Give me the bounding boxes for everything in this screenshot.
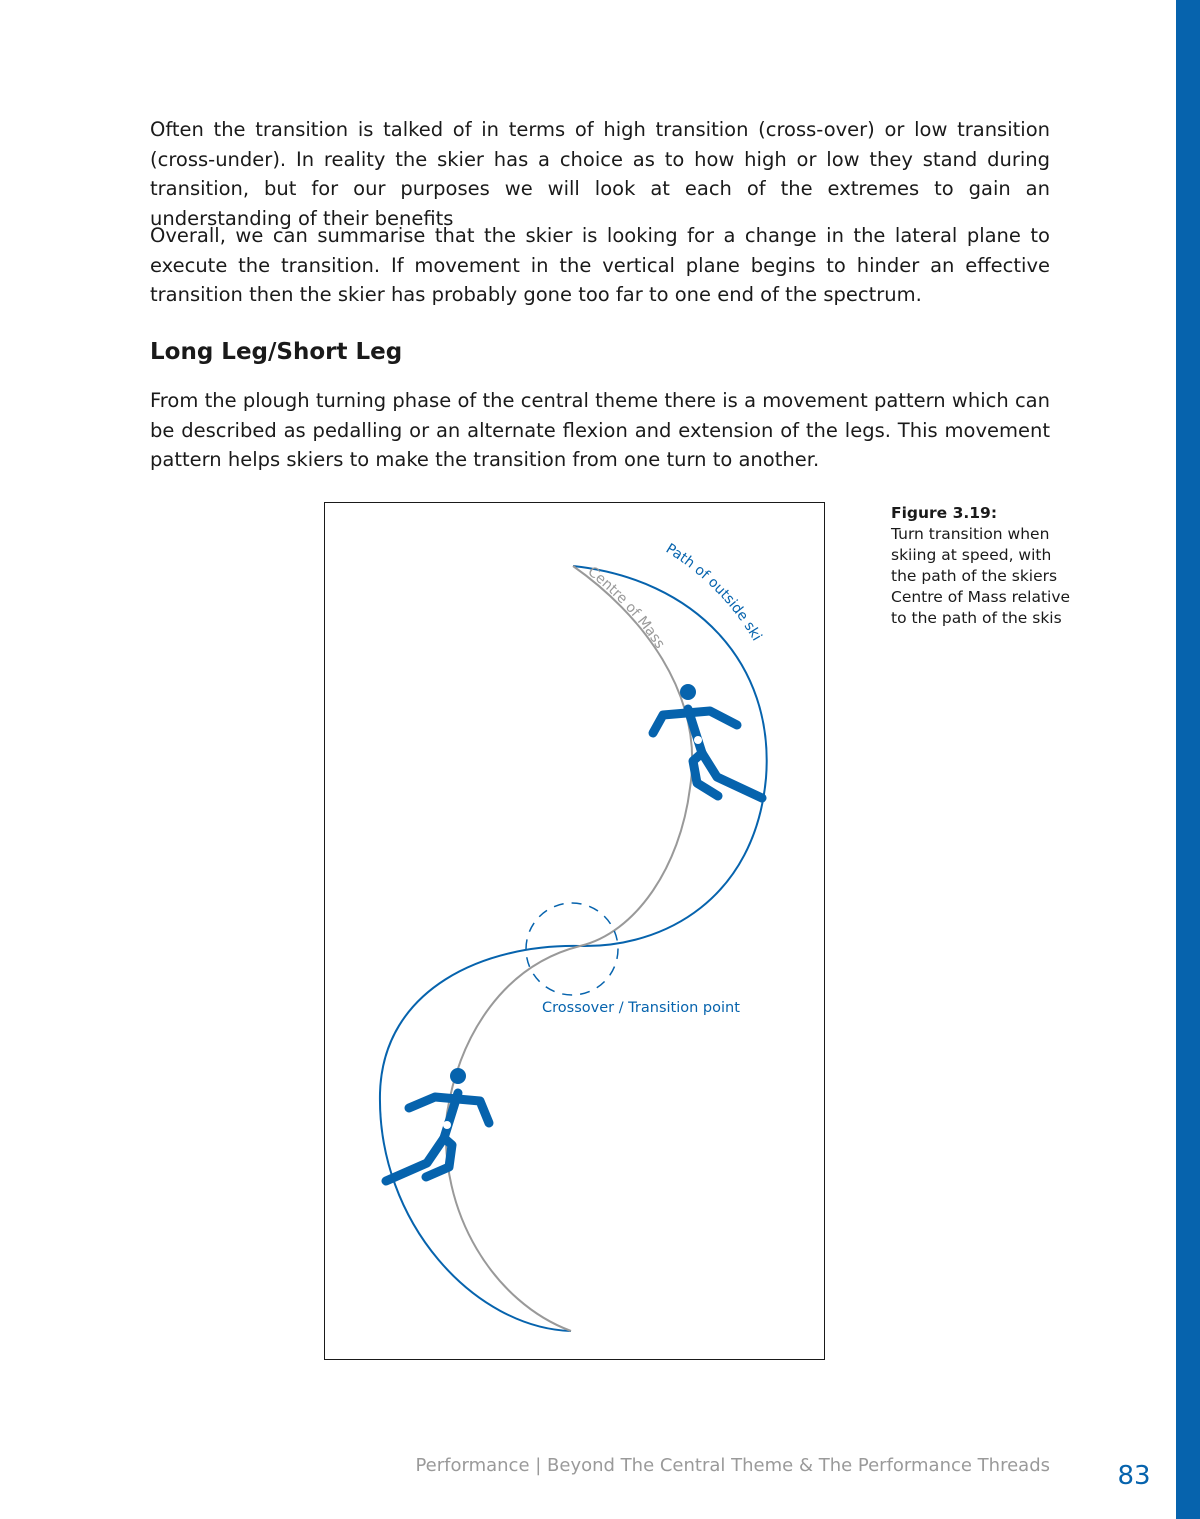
caption-title: Figure 3.19:	[891, 504, 998, 522]
skier-figure-upper	[653, 684, 762, 798]
footer-running-title: Performance | Beyond The Central Theme & The Performance Threads	[415, 1455, 1050, 1476]
figure-turn-transition	[324, 502, 825, 1360]
figure-caption	[891, 503, 1071, 629]
skier-figure-lower	[386, 1068, 489, 1181]
caption-text: Turn transition when skiing at speed, with the path of the skiers Centre of Mass relative to the path of the skis	[891, 525, 1071, 627]
skier-head	[680, 684, 696, 700]
paragraph-transition-intro: Often the transition is talked of in terms of high transition (cross-over) or low transition (cross-under). In reality the skier has a choice as to how high or low they stand during transition, but for our purposes we will look at each of the extremes to gain an understanding of their benefits	[150, 118, 1050, 230]
figure-diagram	[325, 503, 826, 1361]
paragraph-pedalling: From the plough turning phase of the central theme there is a movement pattern which can be described as pedalling or an alternate flexion and extension of the legs. This movement pattern helps skiers to make the transition from one turn to another.	[150, 389, 1050, 471]
centre-of-mass-path	[446, 563, 692, 1331]
side-accent-bar	[1176, 0, 1200, 1519]
crossover-label: Crossover / Transition point	[542, 1000, 740, 1016]
skier-head	[450, 1068, 466, 1084]
skier-centre-of-mass-marker	[694, 736, 702, 744]
outside-ski-label: Path of outside ski	[662, 540, 765, 644]
paragraph-lateral-plane: Overall, we can summarise that the skier is looking for a change in the lateral plane to execute the transition. If movement in the vertical plane begins to hinder an effective transition then the skier has probably gone too far to one end of the spectrum.	[150, 224, 1050, 306]
page-number: 83	[1117, 1461, 1151, 1491]
centre-of-mass-label: Centre of Mass	[584, 563, 668, 652]
section-heading: Long Leg/Short Leg	[150, 339, 403, 365]
skier-centre-of-mass-marker	[443, 1121, 451, 1129]
